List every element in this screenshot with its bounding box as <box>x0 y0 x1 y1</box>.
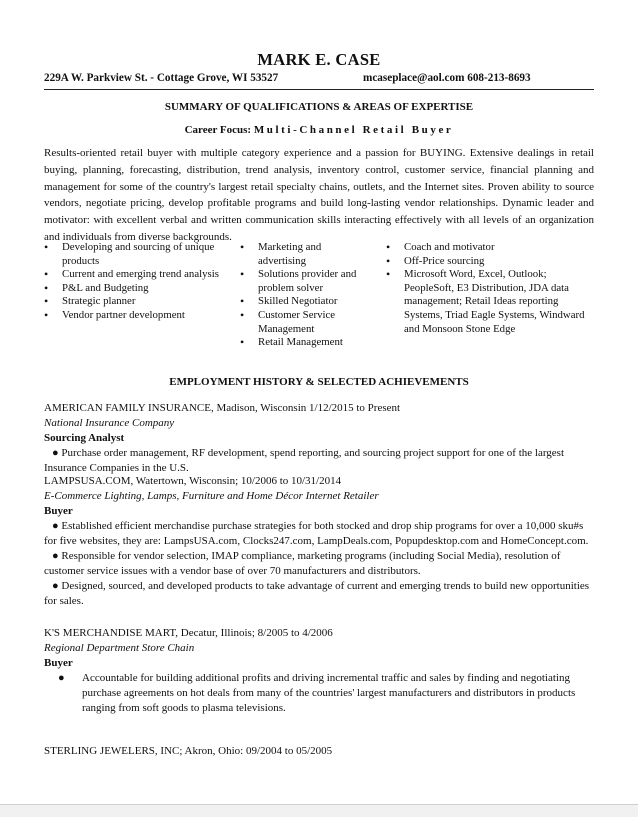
job-employer: STERLING JEWELERS, INC; Akron, Ohio: 09/2004 to 05/2005 <box>44 745 333 757</box>
bullet-icon: ● <box>52 520 59 532</box>
job-bullet-text: Accountable for building additional profits and driving incremental traffic and sales by finding and negotiating purchase agreements on hot deals from many of the countries' largest manufacturers and distributors in products ranging from soft goods to plasma televisions. <box>82 672 576 714</box>
skill-item: • Current and emerging trend analysis <box>44 268 234 282</box>
job-subtitle: E-Commerce Lighting, Lamps, Furniture and Home Décor Internet Retailer <box>44 490 379 502</box>
job-bullet-text: Responsible for vendor selection, IMAP compliance, marketing programs (including Social Media), resolution of customer service issues with a vendor base of over 70 manufacturers and distributors. <box>44 550 561 577</box>
job-bullet-text: Purchase order management, RF development, spend reporting, and sourcing project support for one of the largest Insurance Companies in the U.S. <box>44 447 565 474</box>
bullet-icon: ● <box>58 672 65 684</box>
skill-item: • P&L and Budgeting <box>44 282 234 296</box>
career-focus <box>44 124 594 136</box>
job-entry <box>44 744 594 759</box>
skill-item: • Vendor partner development <box>44 309 234 323</box>
skills-column-2 <box>240 241 370 350</box>
job-subtitle: National Insurance Company <box>44 417 175 429</box>
job-bullet <box>44 549 594 579</box>
job-bullet <box>44 446 594 476</box>
job-employer: LAMPSUSA.COM, Watertown, Wisconsin; 10/2006 to 10/31/2014 <box>44 475 342 487</box>
email-phone: mcaseplace@aol.com 608-213-8693 <box>363 72 531 84</box>
skill-item: • Marketing and advertising <box>240 241 370 268</box>
bullet-icon: ● <box>52 550 59 562</box>
skills-column-3 <box>386 241 594 336</box>
job-subtitle: Regional Department Store Chain <box>44 642 195 654</box>
job-employer: AMERICAN FAMILY INSURANCE, Madison, Wisconsin 1/12/2015 to Present <box>44 402 401 414</box>
skill-item: • Skilled Negotiator <box>240 295 370 309</box>
career-focus-label: Career Focus: <box>184 124 252 136</box>
skill-item: • Retail Management <box>240 336 370 350</box>
skill-item: • Customer Service Management <box>240 309 370 336</box>
job-employer: K'S MERCHANDISE MART, Decatur, Illinois; 8/2005 to 4/2006 <box>44 627 333 639</box>
job-title: Buyer <box>44 657 73 669</box>
skill-item: • Strategic planner <box>44 295 234 309</box>
skill-item: • Microsoft Word, Excel, Outlook; PeopleSoft, E3 Distribution, JDA data management; Retail Ideas reporting Systems, Triad Eagle Systems, Windward and Monsoon Stone Edge <box>386 268 594 336</box>
skill-item: • Solutions provider and problem solver <box>240 268 370 295</box>
career-focus-value: Multi-Channel Retail Buyer <box>253 124 454 136</box>
job-entry <box>44 401 594 476</box>
skill-item: • Off-Price sourcing <box>386 255 594 269</box>
candidate-name: MARK E. CASE <box>257 50 381 69</box>
summary-heading: SUMMARY OF QUALIFICATIONS & AREAS OF EXPERTISE <box>164 101 474 113</box>
job-bullet <box>44 671 594 716</box>
address: 229A W. Parkview St. - Cottage Grove, WI 53527 <box>44 72 279 84</box>
header-divider <box>44 89 594 90</box>
page-bottom-edge <box>0 804 638 817</box>
skill-item: • Coach and motivator <box>386 241 594 255</box>
job-entry <box>44 474 594 609</box>
skills-column-1 <box>44 241 234 323</box>
bullet-icon: ● <box>52 580 59 592</box>
employment-heading: EMPLOYMENT HISTORY & SELECTED ACHIEVEMENTS <box>169 376 469 388</box>
job-title: Sourcing Analyst <box>44 432 125 444</box>
skill-item: • Developing and sourcing of unique products <box>44 241 234 268</box>
summary-paragraph: Results-oriented retail buyer with multiple category experience and a passion for BUYING. Extensive dealings in retail buying, planning, forecasting, distribution, trend analysis, inventory control, customer service, financial planning and management for some of the country's largest retail specialty chains, outlets, and the Internet sites. Proven ability to source vendors, negotiate pricing, develop profitable programs and build long-lasting vendor relationships. Dynamic leader and motivator: with excellent verbal and written communication skills interacting effectively with all levels of an organization and individuals from diverse backgrounds. <box>44 147 594 243</box>
job-bullet-text: Established efficient merchandise purchase strategies for both stocked and drop ship programs for over a 10,000 sku#s for five websites, they are: LampsUSA.com, Clocks247.com, LampDeals.com, Popupdesktop.com and HomeConcept.com. <box>44 520 589 547</box>
bullet-icon: ● <box>52 447 59 459</box>
job-bullet <box>44 519 594 549</box>
job-title: Buyer <box>44 505 73 517</box>
job-bullet-text: Designed, sourced, and developed products to take advantage of current and emerging trends to build new opportunities for sales. <box>44 580 590 607</box>
job-bullet <box>44 579 594 609</box>
job-entry <box>44 626 594 716</box>
